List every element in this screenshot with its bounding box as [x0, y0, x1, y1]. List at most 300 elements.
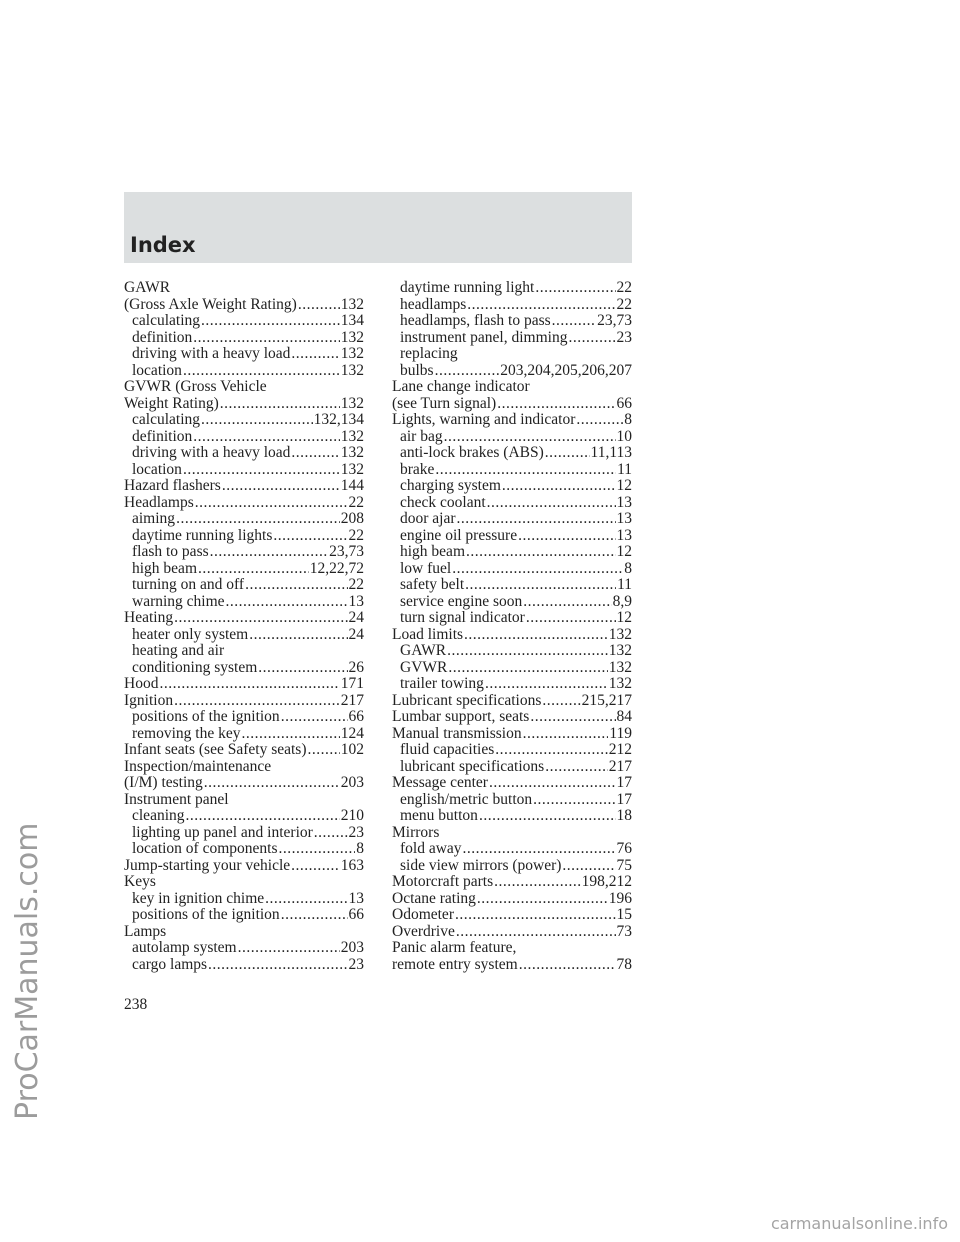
entry-page-ref: 24 [348, 625, 364, 643]
entry-page-ref: 215,217 [581, 691, 632, 709]
entry-term: Infant seats (see Safety seats) [124, 741, 307, 758]
index-subentry [124, 643, 364, 660]
dot-leader [193, 429, 339, 446]
index-entry [392, 874, 632, 891]
entry-page-ref: 22 [348, 576, 364, 593]
entry-page-ref: 22 [348, 526, 364, 544]
dot-leader [533, 792, 615, 809]
entry-term: cargo lamps [132, 955, 208, 973]
entry-term: Heating [124, 609, 174, 626]
index-subentry [124, 940, 364, 957]
entry-term: instrument panel, dimming [400, 328, 568, 346]
entry-page-ref: 8,9 [612, 592, 632, 610]
dot-leader [193, 330, 339, 347]
index-subentry [392, 676, 632, 693]
entry-page-ref: 132 [608, 658, 632, 676]
entry-term: safety belt [400, 576, 465, 593]
entry-term: lubricant specifications [400, 757, 545, 775]
dot-leader [279, 841, 356, 858]
index-subentry [124, 561, 364, 578]
index-subentry [124, 412, 364, 429]
index-entry [124, 495, 364, 512]
entry-term: cleaning [132, 807, 185, 824]
entry-term: Load limits [392, 625, 464, 643]
watermark-procarmanuals: ProCarManuals.com [10, 822, 45, 1120]
entry-page-ref: 132 [608, 625, 632, 643]
index-subentry [392, 759, 632, 776]
dot-leader [552, 313, 596, 330]
index-entry [124, 924, 364, 941]
entry-term: service engine soon [400, 592, 523, 610]
entry-page-ref: 8 [624, 559, 632, 577]
dot-leader [467, 297, 615, 314]
dot-leader [238, 940, 340, 957]
index-subentry [124, 957, 364, 974]
index-subentry [392, 429, 632, 446]
entry-term: Lights, warning and indicator [392, 411, 576, 428]
entry-term: location of components [132, 840, 278, 857]
entry-page-ref: 132 [340, 444, 364, 461]
index-subentry [124, 660, 364, 677]
entry-term: driving with a heavy load [132, 345, 291, 362]
entry-term: high beam [132, 559, 197, 577]
dot-leader [241, 726, 339, 743]
dot-leader [464, 627, 608, 644]
index-subentry [124, 891, 364, 908]
entry-term: headlamps, flash to pass [400, 312, 551, 329]
dot-leader [249, 627, 347, 644]
index-subentry [392, 280, 632, 297]
entry-term: engine oil pressure [400, 526, 518, 544]
index-subentry [392, 462, 632, 479]
entry-page-ref: 23 [348, 823, 364, 841]
index-entry [124, 874, 364, 891]
index-subentry [124, 462, 364, 479]
dot-leader [455, 907, 616, 924]
entry-page-ref: 78 [616, 955, 632, 973]
dot-leader [502, 478, 616, 495]
index-column-left [124, 280, 364, 973]
page-number: 238 [124, 996, 148, 1013]
entry-term: driving with a heavy load [132, 444, 291, 461]
dot-leader [159, 676, 339, 693]
entry-page-ref: 132 [340, 361, 364, 379]
index-subentry [392, 561, 632, 578]
index-subentry [124, 429, 364, 446]
dot-leader [487, 495, 616, 512]
index-subentry [124, 841, 364, 858]
entry-page-ref: 132 [340, 460, 364, 478]
entry-page-ref: 22 [616, 295, 632, 313]
dot-leader [447, 643, 608, 660]
index-subentry [392, 742, 632, 759]
dot-leader [562, 858, 615, 875]
entry-term: Lamps [124, 922, 167, 940]
entry-page-ref: 13 [616, 526, 632, 544]
index-subentry [392, 792, 632, 809]
dot-leader [542, 693, 580, 710]
entry-term: side view mirrors (power) [400, 856, 562, 874]
entry-term: warning chime [132, 592, 225, 610]
entry-page-ref: 132,134 [313, 411, 364, 428]
entry-page-ref: 18 [616, 807, 632, 824]
entry-page-ref: 132 [340, 328, 364, 346]
entry-term: Keys [124, 873, 156, 890]
entry-page-ref: 208 [340, 510, 364, 527]
entry-term: bulbs [400, 361, 434, 379]
entry-page-ref: 217 [340, 691, 364, 709]
index-column-right [392, 280, 632, 973]
entry-term: flash to pass [132, 543, 209, 560]
entry-term: Manual transmission [392, 724, 522, 742]
dot-leader [307, 742, 339, 759]
entry-page-ref: 163 [340, 856, 364, 874]
dot-leader [519, 957, 616, 974]
entry-term: Jump-starting your vehicle [124, 856, 291, 874]
dot-leader [489, 775, 616, 792]
entry-page-ref: 124 [340, 724, 364, 742]
index-subentry [392, 594, 632, 611]
index-entry [124, 379, 364, 396]
index-subentry [124, 808, 364, 825]
dot-leader [485, 676, 608, 693]
index-subentry [392, 610, 632, 627]
dot-leader [226, 594, 348, 611]
entry-term: conditioning system [132, 658, 258, 676]
index-subentry [392, 577, 632, 594]
entry-page-ref: 22 [616, 279, 632, 296]
entry-term: GAWR [400, 642, 447, 659]
entry-term: calculating [132, 312, 200, 329]
entry-term: Weight Rating) [124, 394, 219, 412]
index-entry [124, 775, 364, 792]
index-subentry [392, 528, 632, 545]
index-entry [392, 693, 632, 710]
entry-page-ref: 102 [340, 741, 364, 758]
entry-term: low fuel [400, 559, 452, 577]
entry-term: heater only system [132, 625, 249, 643]
entry-term: (see Turn signal) [392, 394, 497, 412]
entry-term: removing the key [132, 724, 241, 742]
entry-page-ref: 144 [340, 477, 364, 494]
dot-leader [448, 660, 607, 677]
entry-page-ref: 66 [616, 394, 632, 412]
entry-page-ref: 23 [616, 328, 632, 346]
dot-leader [479, 808, 616, 825]
index-entry [124, 280, 364, 297]
index-entry [124, 858, 364, 875]
dot-leader [201, 313, 340, 330]
index-subentry [392, 313, 632, 330]
entry-term: GVWR (Gross Vehicle [124, 378, 267, 395]
index-subentry [392, 346, 632, 363]
dot-leader [314, 825, 348, 842]
index-subentry [124, 594, 364, 611]
entry-term: remote entry system [392, 955, 518, 973]
dot-leader [176, 511, 340, 528]
entry-term: definition [132, 328, 193, 346]
entry-page-ref: 132 [608, 642, 632, 659]
dot-leader [273, 528, 347, 545]
entry-page-ref: 13 [616, 493, 632, 511]
dot-leader [222, 478, 340, 495]
index-entry [392, 891, 632, 908]
dot-leader [466, 544, 616, 561]
entry-page-ref: 203 [340, 774, 364, 791]
entry-term: aiming [132, 510, 176, 527]
index-subentry [124, 511, 364, 528]
index-entry [124, 693, 364, 710]
entry-page-ref: 11,113 [590, 444, 632, 461]
dot-leader [291, 858, 340, 875]
entry-page-ref: 132 [340, 427, 364, 445]
section-header-band [124, 192, 632, 263]
entry-term: Octane rating [392, 889, 476, 907]
index-subentry [124, 363, 364, 380]
dot-leader [265, 891, 347, 908]
index-subentry [392, 544, 632, 561]
dot-leader [186, 808, 340, 825]
dot-leader [281, 907, 348, 924]
entry-page-ref: 13 [616, 510, 632, 527]
entry-term: fluid capacities [400, 741, 495, 758]
entry-page-ref: 84 [616, 708, 632, 725]
index-subentry [124, 313, 364, 330]
dot-leader [195, 495, 348, 512]
dot-leader [258, 660, 347, 677]
index-subentry [392, 478, 632, 495]
entry-page-ref: 198,212 [581, 873, 632, 890]
entry-page-ref: 76 [616, 840, 632, 857]
entry-term: fold away [400, 840, 462, 857]
index-entry [392, 396, 632, 413]
entry-term: Message center [392, 774, 488, 791]
dot-leader [183, 462, 340, 479]
entry-term: location [132, 361, 182, 379]
dot-leader [465, 577, 616, 594]
entry-term: daytime running lights [132, 526, 273, 544]
dot-leader [198, 561, 309, 578]
index-entry [124, 676, 364, 693]
dot-leader [523, 726, 609, 743]
entry-term: Instrument panel [124, 790, 229, 808]
entry-page-ref: 66 [348, 906, 364, 923]
dot-leader [545, 759, 608, 776]
entry-page-ref: 17 [616, 774, 632, 791]
entry-page-ref: 8 [356, 840, 364, 857]
entry-term: Hood [124, 675, 159, 692]
entry-term: location [132, 460, 182, 478]
entry-term: door ajar [400, 510, 456, 527]
entry-page-ref: 132 [340, 345, 364, 362]
entry-page-ref: 11 [617, 460, 632, 478]
dot-leader [204, 775, 340, 792]
index-entry [392, 379, 632, 396]
entry-term: brake [400, 460, 435, 478]
index-subentry [124, 577, 364, 594]
dot-leader [291, 445, 339, 462]
index-subentry [392, 297, 632, 314]
entry-page-ref: 203,204,205,206,207 [500, 361, 632, 379]
dot-leader [477, 891, 608, 908]
dot-leader [201, 412, 313, 429]
entry-term: turn signal indicator [400, 609, 525, 626]
index-entry [124, 792, 364, 809]
index-subentry [124, 627, 364, 644]
dot-leader [463, 841, 616, 858]
dot-leader [245, 577, 347, 594]
index-subentry [124, 330, 364, 347]
entry-term: check coolant [400, 493, 486, 511]
entry-page-ref: 23 [348, 955, 364, 973]
index-entry [124, 610, 364, 627]
index-subentry [392, 445, 632, 462]
dot-leader [174, 693, 340, 710]
entry-term: Overdrive [392, 922, 455, 940]
entry-term: english/metric button [400, 790, 533, 808]
index-entry [392, 825, 632, 842]
entry-term: (Gross Axle Weight Rating) [124, 295, 297, 313]
entry-term: Panic alarm feature, [392, 939, 517, 956]
entry-page-ref: 17 [616, 790, 632, 808]
index-subentry [124, 709, 364, 726]
entry-page-ref: 196 [608, 889, 632, 907]
index-subentry [392, 363, 632, 380]
dot-leader [457, 511, 616, 528]
index-subentry [392, 495, 632, 512]
entry-page-ref: 66 [348, 708, 364, 725]
index-subentry [124, 825, 364, 842]
entry-term: positions of the ignition [132, 708, 280, 725]
dot-leader [535, 280, 615, 297]
entry-term: turning on and off [132, 576, 245, 593]
entry-term: positions of the ignition [132, 906, 280, 923]
dot-leader [210, 544, 328, 561]
index-entry [124, 742, 364, 759]
index-subentry [392, 511, 632, 528]
entry-term: (I/M) testing [124, 774, 203, 791]
entry-page-ref: 26 [348, 658, 364, 676]
index-entry [392, 775, 632, 792]
dot-leader [530, 709, 615, 726]
entry-term: GVWR [400, 658, 448, 676]
index-subentry [124, 346, 364, 363]
entry-term: Ignition [124, 691, 174, 709]
index-entry [392, 957, 632, 974]
entry-page-ref: 13 [348, 592, 364, 610]
dot-leader [435, 462, 616, 479]
index-subentry [392, 808, 632, 825]
dot-leader [444, 429, 616, 446]
entry-term: menu button [400, 807, 478, 824]
entry-term: Lumbar support, seats [392, 708, 530, 725]
entry-term: trailer towing [400, 675, 484, 692]
dot-leader [576, 412, 623, 429]
dot-leader [435, 363, 500, 380]
entry-term: charging system [400, 477, 501, 494]
index-subentry [392, 841, 632, 858]
index-subentry [392, 330, 632, 347]
index-subentry [392, 643, 632, 660]
entry-term: Motorcraft parts [392, 873, 494, 890]
index-entry [124, 478, 364, 495]
index-entry [392, 940, 632, 957]
index-subentry [392, 858, 632, 875]
entry-page-ref: 203 [340, 939, 364, 956]
entry-page-ref: 23,73 [329, 543, 364, 560]
entry-page-ref: 24 [348, 609, 364, 626]
index-entry [392, 907, 632, 924]
entry-term: anti-lock brakes (ABS) [400, 444, 544, 461]
entry-page-ref: 12 [616, 543, 632, 560]
dot-leader [568, 330, 615, 347]
entry-term: lighting up panel and interior [132, 823, 313, 841]
watermark-carmanualsonline: carmanualsonline.info [770, 1214, 948, 1233]
entry-page-ref: 12,22,72 [309, 559, 364, 577]
entry-term: high beam [400, 543, 465, 560]
index-subentry [392, 660, 632, 677]
entry-page-ref: 212 [608, 741, 632, 758]
dot-leader [523, 594, 611, 611]
dot-leader [518, 528, 615, 545]
entry-page-ref: 22 [348, 493, 364, 511]
index-entry [124, 396, 364, 413]
entry-page-ref: 210 [340, 807, 364, 824]
entry-term: calculating [132, 411, 200, 428]
dot-leader [452, 561, 623, 578]
entry-page-ref: 132 [340, 394, 364, 412]
dot-leader [220, 396, 340, 413]
entry-term: Hazard flashers [124, 477, 221, 494]
entry-term: daytime running light [400, 279, 535, 296]
entry-page-ref: 132 [340, 295, 364, 313]
dot-leader [495, 742, 608, 759]
entry-page-ref: 217 [608, 757, 632, 775]
index-entry [392, 924, 632, 941]
dot-leader [456, 924, 616, 941]
index-entry [124, 297, 364, 314]
entry-page-ref: 171 [340, 675, 364, 692]
entry-term: key in ignition chime [132, 889, 265, 907]
section-title: Index [130, 233, 196, 257]
entry-term: Lane change indicator [392, 378, 530, 395]
dot-leader [174, 610, 347, 627]
index-entry [392, 726, 632, 743]
entry-page-ref: 12 [616, 609, 632, 626]
entry-term: heating and air [132, 642, 225, 659]
dot-leader [494, 874, 580, 891]
entry-term: autolamp system [132, 939, 237, 956]
entry-page-ref: 75 [616, 856, 632, 874]
index-entry [392, 412, 632, 429]
index-entry [392, 627, 632, 644]
entry-page-ref: 8 [624, 411, 632, 428]
entry-term: Lubricant specifications [392, 691, 542, 709]
entry-term: air bag [400, 427, 443, 445]
entry-page-ref: 23,73 [597, 312, 632, 329]
index-subentry [124, 445, 364, 462]
index-entry [124, 759, 364, 776]
entry-page-ref: 132 [608, 675, 632, 692]
entry-page-ref: 13 [348, 889, 364, 907]
entry-term: Mirrors [392, 823, 440, 841]
entry-term: Headlamps [124, 493, 194, 511]
dot-leader [545, 445, 590, 462]
entry-term: definition [132, 427, 193, 445]
index-subentry [124, 726, 364, 743]
dot-leader [183, 363, 340, 380]
entry-page-ref: 11 [617, 576, 632, 593]
